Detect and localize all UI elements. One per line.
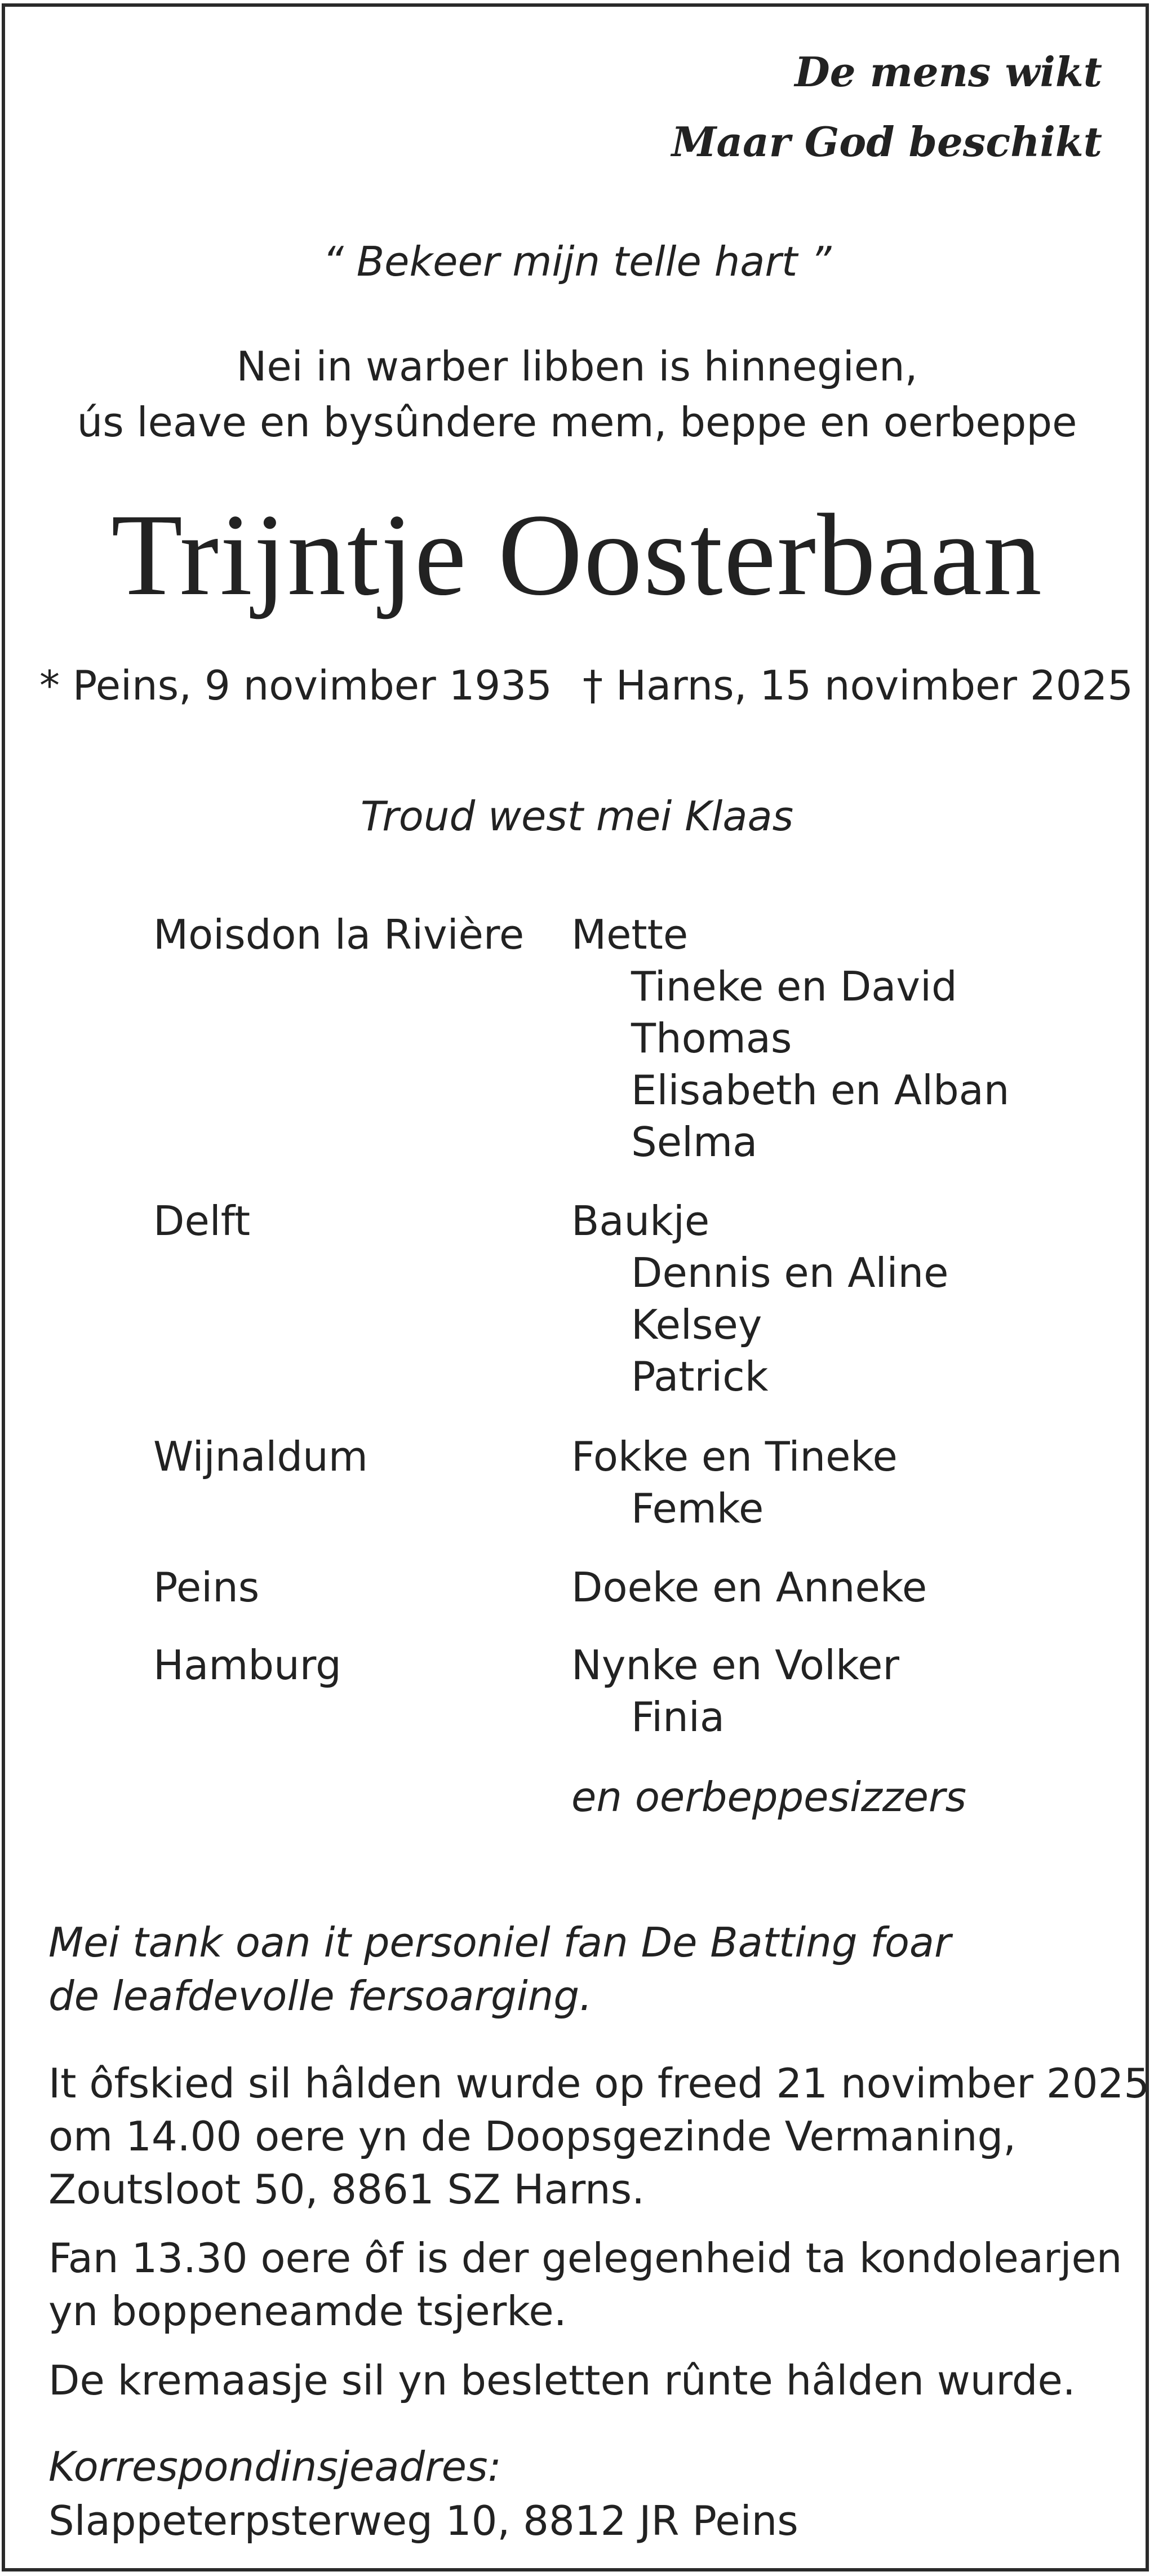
grandchild-name: Selma xyxy=(631,1118,758,1166)
intro-line-2: ús leave en bysûndere mem, beppe en oerbeppe xyxy=(77,399,1077,446)
cremation-note: De kremaasje sil yn besletten rûnte hâlden wurde. xyxy=(48,2357,1076,2404)
family-place: Delft xyxy=(153,1197,251,1245)
grandchild-name: Kelsey xyxy=(631,1301,762,1348)
child-name: Baukje xyxy=(571,1197,710,1245)
family-children xyxy=(571,911,1010,1174)
family-children xyxy=(571,1433,898,1540)
thanks-line-1: Mei tank oan it personiel fan De Batting foar xyxy=(48,1919,951,1966)
correspondence-address: Slappeterpsterweg 10, 8812 JR Peins xyxy=(48,2497,798,2544)
child-name: Nynke en Volker xyxy=(571,1641,899,1689)
family-children xyxy=(571,1564,927,1619)
married-note: Troud west mei Klaas xyxy=(360,793,794,840)
birth-date: * Peins, 9 novimber 1935 xyxy=(39,662,552,709)
grandchild-name: Elisabeth en Alban xyxy=(631,1066,1010,1114)
motto-line-1: De mens wikt xyxy=(795,48,1102,96)
farewell-line-2: om 14.00 oere yn de Doopsgezinde Vermaning, xyxy=(48,2113,1017,2160)
child-name: Doeke en Anneke xyxy=(571,1564,927,1611)
intro-line-1: Nei in warber libben is hinnegien, xyxy=(236,343,918,390)
family-children xyxy=(571,1641,899,1749)
thanks-line-2: de leafdevolle fersoarging. xyxy=(48,1972,592,2020)
grandchild-name: Finia xyxy=(631,1693,725,1741)
quote: “ Bekeer mijn telle hart ” xyxy=(322,238,832,285)
grandchild-name: Tineke en David xyxy=(631,963,957,1010)
child-name: Fokke en Tineke xyxy=(571,1433,898,1480)
family-place: Wijnaldum xyxy=(153,1433,368,1480)
farewell-line-3: Zoutsloot 50, 8861 SZ Harns. xyxy=(48,2166,645,2213)
child-name: Mette xyxy=(571,911,689,958)
family-place: Hamburg xyxy=(153,1641,341,1689)
grandchild-name: Thomas xyxy=(631,1015,792,1062)
correspondence-label: Korrespondinsjeadres: xyxy=(48,2443,501,2490)
grandchild-name: Femke xyxy=(631,1485,764,1532)
deceased-name: Trijntje Oosterbaan xyxy=(111,490,1043,619)
family-children xyxy=(571,1197,949,1408)
condolence-line-2: yn boppeneamde tsjerke. xyxy=(48,2287,567,2335)
great-grandchildren: en oerbeppesizzers xyxy=(571,1773,966,1821)
family-place: Peins xyxy=(153,1564,260,1611)
grandchild-name: Patrick xyxy=(631,1353,769,1400)
family-place: Moisdon la Rivière xyxy=(153,911,525,958)
motto-line-2: Maar God beschikt xyxy=(671,118,1102,166)
death-date: † Harns, 15 novimber 2025 xyxy=(583,662,1134,709)
condolence-line-1: Fan 13.30 oere ôf is der gelegenheid ta kondolearjen xyxy=(48,2234,1122,2282)
farewell-line-1: It ôfskied sil hâlden wurde op freed 21 novimber 2025 xyxy=(48,2060,1150,2107)
grandchild-name: Dennis en Aline xyxy=(631,1249,949,1296)
